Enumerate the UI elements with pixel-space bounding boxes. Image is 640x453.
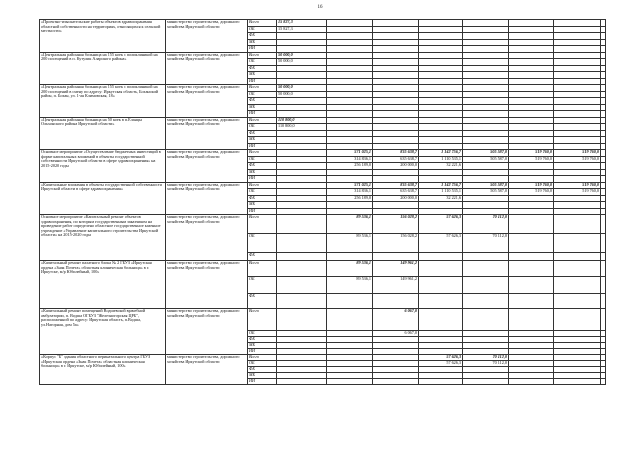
amount-cell: 89 536,1 — [327, 277, 373, 294]
edge-cell — [601, 277, 606, 294]
amount-cell — [373, 253, 419, 261]
amount-cell: 835 638,7 — [373, 182, 419, 189]
funding-source: Всего — [248, 150, 277, 157]
executor-name: министерство строительства, дорожного хозяйства Иркутской области — [166, 52, 248, 85]
executor-name: министерство строительства, дорожного хозяйства Иркутской области — [166, 85, 248, 118]
amount-cell: 571 025,1 — [327, 182, 373, 189]
funding-source: ОБ — [248, 59, 277, 66]
amount-cell: 57 626,3 — [419, 361, 463, 367]
amount-cell — [277, 215, 327, 234]
amount-cell — [554, 294, 601, 309]
funding-source: ИИ — [248, 349, 277, 355]
amount-cell — [277, 261, 327, 277]
amount-cell: 1 142 756,7 — [419, 182, 463, 189]
funding-source: Всего — [248, 20, 277, 27]
amount-cell — [554, 277, 601, 294]
amount-cell: 519 760,0 — [509, 156, 554, 163]
measure-name: «Капитальный ремонт палатного блока № 2 ГБУЗ «Иркутская ордена «Знак Почета» областная клиническая больница» в г. Иркутске, м/р Юбилейный, 100» — [40, 261, 166, 309]
amount-cell: 15 827,3 — [277, 20, 327, 27]
amount-cell: 70 112,0 — [463, 355, 509, 361]
funding-source: ОБ — [248, 277, 277, 294]
funding-source: ИИ — [248, 208, 277, 215]
amount-cell — [509, 294, 554, 309]
measure-name: «Центральная районная больница на 50 коек в п.Еланцы Ольхонского района Иркутской области» — [40, 117, 166, 150]
funding-source: ФБ — [248, 253, 277, 261]
amount-cell: 89 536,1 — [327, 215, 373, 234]
amount-cell: 149 961,2 — [373, 261, 419, 277]
funding-source: ОБ — [248, 331, 277, 337]
amount-cell — [327, 309, 373, 331]
funding-source: МБ — [248, 202, 277, 209]
amount-cell: 50 000,0 — [277, 59, 327, 66]
measure-name: «Центральная районная больница на 155 коек с поликлиникой на 200 посещений в п. Кутулик Аларского района» — [40, 52, 166, 85]
funding-source: ОБ — [248, 124, 277, 131]
amount-cell — [419, 261, 463, 277]
funding-source: Всего — [248, 85, 277, 92]
amount-cell: 505 587,0 — [463, 150, 509, 157]
amount-cell — [509, 253, 554, 261]
amount-cell — [509, 261, 554, 277]
amount-cell — [554, 379, 601, 385]
edge-cell — [601, 294, 606, 309]
amount-cell — [419, 309, 463, 331]
funding-source: ИИ — [248, 78, 277, 85]
funding-source: Всего — [248, 355, 277, 361]
executor-name: министерство строительства, дорожного хозяйства Иркутской области — [166, 182, 248, 215]
amount-cell: 15 827,3 — [277, 26, 327, 33]
funding-source: ОБ — [248, 26, 277, 33]
funding-source: ОБ — [248, 234, 277, 253]
funding-source: Всего — [248, 52, 277, 59]
amount-cell: 57 626,3 — [419, 355, 463, 361]
executor-name: министерство строительства, дорожного хозяйства Иркутской области — [166, 261, 248, 309]
amount-cell — [327, 379, 373, 385]
funding-source: ИИ — [248, 46, 277, 53]
amount-cell: 57 626,3 — [419, 215, 463, 234]
amount-cell — [327, 294, 373, 309]
funding-source: МБ — [248, 169, 277, 176]
amount-cell: 635 638,7 — [373, 156, 419, 163]
executor-name: министерство строительства, дорожного хозяйства Иркутской области — [166, 20, 248, 53]
edge-cell — [601, 234, 606, 253]
amount-cell — [419, 294, 463, 309]
amount-cell: 314 836,1 — [327, 189, 373, 196]
amount-cell — [373, 379, 419, 385]
funding-source: Всего — [248, 117, 277, 124]
amount-cell — [463, 379, 509, 385]
measure-name: «Капитальный ремонт помещений Водшевской врачебной амбулатории, п. Водша ОГБУЗ "Железногорская ЦРБ", расположенной по адресу: Иркутская область, п.Водша, ул.Нагорная, дом 5а» — [40, 309, 166, 355]
funding-source: ОБ — [248, 361, 277, 367]
amount-cell: 110 800,0 — [277, 124, 327, 131]
amount-cell: 70 112,0 — [463, 234, 509, 253]
amount-cell: 89 536,1 — [327, 261, 373, 277]
amount-cell: 519 760,0 — [554, 189, 601, 196]
amount-cell: 519 760,0 — [509, 189, 554, 196]
amount-cell — [463, 294, 509, 309]
funding-source: МБ — [248, 104, 277, 111]
amount-cell: 50 000,0 — [277, 91, 327, 98]
amount-cell — [463, 253, 509, 261]
amount-cell — [509, 215, 554, 234]
funding-source: МБ — [248, 72, 277, 79]
amount-cell: 200 000,0 — [373, 163, 419, 170]
amount-cell: 505 587,0 — [463, 182, 509, 189]
amount-cell — [554, 215, 601, 234]
funding-source: МБ — [248, 343, 277, 349]
executor-name: министерство строительства, дорожного хозяйства Иркутской области — [166, 355, 248, 385]
measure-name: «Центральная районная больница на 155 коек с поликлиникой на 200 посещений в смену по адресу: Иркутская область, Боханский район, п. Бохан, ул. 1-ая Климовская, 18» — [40, 85, 166, 118]
funding-source: Всего — [248, 215, 277, 234]
amount-cell — [509, 379, 554, 385]
amount-cell — [463, 261, 509, 277]
amount-cell: 200 000,0 — [373, 195, 419, 202]
amount-cell — [463, 277, 509, 294]
funding-source: Всего — [248, 261, 277, 277]
amount-cell — [277, 277, 327, 294]
amount-cell: 256 189,0 — [327, 163, 373, 170]
amount-cell — [277, 379, 327, 385]
amount-cell: 635 638,7 — [373, 189, 419, 196]
table-row — [40, 261, 606, 277]
amount-cell: 256 189,0 — [327, 195, 373, 202]
table-row — [40, 215, 606, 234]
funding-source: ФБ — [248, 195, 277, 202]
amount-cell: 50 000,0 — [277, 85, 327, 92]
executor-name: министерство строительства, дорожного хозяйства Иркутской области — [166, 309, 248, 355]
amount-cell — [373, 294, 419, 309]
page-number: 16 — [317, 5, 323, 10]
amount-cell: 149 961,2 — [373, 277, 419, 294]
amount-cell: 32 221,6 — [419, 195, 463, 202]
funding-source: ФБ — [248, 367, 277, 373]
amount-cell — [509, 234, 554, 253]
measure-name: Основное мероприятие «Капитальный ремонт объектов здравоохранения, по которым государственным заказчиком на проведение работ определено областное государственное казенное учреждение «Управление капитального строительства Иркутской области» на 2015-2020 годы — [40, 215, 166, 261]
amount-cell: 6 067,0 — [373, 309, 419, 331]
amount-cell: 505 587,0 — [463, 156, 509, 163]
amount-cell: 519 760,0 — [509, 182, 554, 189]
funding-source: ФБ — [248, 294, 277, 309]
amount-cell — [277, 253, 327, 261]
funding-source: МБ — [248, 373, 277, 379]
amount-cell — [554, 253, 601, 261]
amount-cell: 505 587,0 — [463, 189, 509, 196]
funding-source: ИИ — [248, 176, 277, 183]
amount-cell — [463, 309, 509, 331]
table-row — [40, 309, 606, 331]
amount-cell: 70 112,0 — [463, 361, 509, 367]
amount-cell: 57 626,3 — [419, 234, 463, 253]
amount-cell: 110 800,0 — [277, 117, 327, 124]
funding-source: МБ — [248, 39, 277, 46]
amount-cell: 519 760,0 — [509, 150, 554, 157]
funding-source: ФБ — [248, 65, 277, 72]
edge-cell — [601, 379, 606, 385]
amount-cell: 32 221,6 — [419, 163, 463, 170]
amount-cell — [277, 294, 327, 309]
funding-source: Всего — [248, 309, 277, 331]
edge-cell — [601, 261, 606, 277]
funding-source: Всего — [248, 182, 277, 189]
measure-name: Основное мероприятие «Осуществление бюджетных инвестиций в форме капитальных вложений в объекты государственной собственности Иркутской области в сфере здравоохранения» на 2015-2020 годы — [40, 150, 166, 183]
amount-cell: 70 112,0 — [463, 215, 509, 234]
funding-source: ФБ — [248, 98, 277, 105]
amount-cell: 1 142 756,7 — [419, 150, 463, 157]
funding-source: ОБ — [248, 156, 277, 163]
amount-cell — [554, 261, 601, 277]
amount-cell: 519 760,0 — [554, 150, 601, 157]
amount-cell: 519 760,0 — [554, 156, 601, 163]
edge-cell — [601, 253, 606, 261]
executor-name: министерство строительства, дорожного хозяйства Иркутской области — [166, 117, 248, 150]
measure-name: «Корпус "Б" здания областного перинатального центра ГБУЗ «Иркутская ордена «Знак Почета» областная клиническая больница» в г. Иркутске, м/р Юбилейный, 100» — [40, 355, 166, 385]
funding-source: ФБ — [248, 163, 277, 170]
amount-cell: 50 000,0 — [277, 52, 327, 59]
amount-cell — [419, 277, 463, 294]
amount-cell: 156 028,2 — [373, 215, 419, 234]
budget-table — [39, 19, 606, 385]
amount-cell: 1 110 535,1 — [419, 189, 463, 196]
executor-name: министерство строительства, дорожного хозяйства Иркутской области — [166, 150, 248, 183]
amount-cell: 6 067,0 — [373, 331, 419, 337]
amount-cell: 571 025,1 — [327, 150, 373, 157]
edge-cell — [601, 215, 606, 234]
amount-cell: 314 836,1 — [327, 156, 373, 163]
amount-cell: 156 028,2 — [373, 234, 419, 253]
funding-source: ФБ — [248, 33, 277, 40]
amount-cell — [509, 277, 554, 294]
funding-source: ФБ — [248, 337, 277, 343]
measure-name: «Капитальные вложения в объекты государственной собственности Иркутской области в сфере здравоохранения» — [40, 182, 166, 215]
funding-source: ОБ — [248, 189, 277, 196]
amount-cell: 1 110 535,1 — [419, 156, 463, 163]
funding-source: ИИ — [248, 111, 277, 118]
amount-cell: 835 638,7 — [373, 150, 419, 157]
funding-source: ОБ — [248, 91, 277, 98]
amount-cell — [554, 234, 601, 253]
amount-cell — [277, 234, 327, 253]
amount-cell — [509, 309, 554, 331]
amount-cell — [554, 309, 601, 331]
funding-source: ИИ — [248, 379, 277, 385]
amount-cell — [327, 253, 373, 261]
funding-source: ФБ — [248, 130, 277, 137]
funding-source: МБ — [248, 137, 277, 144]
executor-name: министерство строительства, дорожного хозяйства Иркутской области — [166, 215, 248, 261]
amount-cell: 519 760,0 — [554, 182, 601, 189]
amount-cell: 89 536,1 — [327, 234, 373, 253]
amount-cell — [277, 309, 327, 331]
edge-cell — [601, 309, 606, 331]
amount-cell — [419, 253, 463, 261]
funding-source: ИИ — [248, 143, 277, 150]
amount-cell — [419, 379, 463, 385]
measure-name: «Проектно-изыскательские работы объектов здравоохранения областной собственности на территориях, относящихся к сельской местности» — [40, 20, 166, 53]
